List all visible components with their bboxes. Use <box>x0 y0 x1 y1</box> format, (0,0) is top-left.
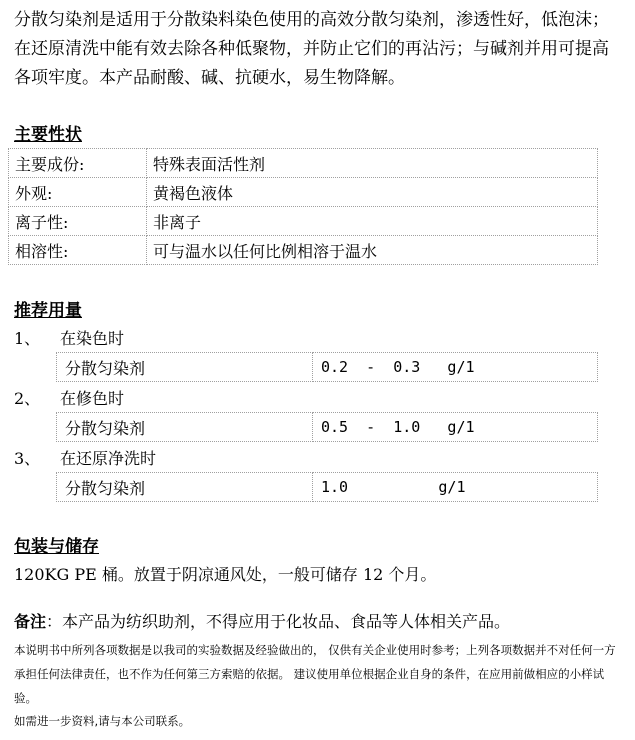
dosage-table <box>56 352 598 382</box>
table-row <box>9 149 598 178</box>
disclaimer-text: 本说明书中所列各项数据是以我司的实验数据及经验做出的， 仅供有关企业使用时参考；上列各项数据并不对任何一方承担任何法律责任，也不作为任何第三方索赔的依据。 建议使用单位根据企业自身的条件，在应用前做相应的小样试验。 <box>14 643 616 705</box>
dosage-value: 0.2 - 0.3 g/1 <box>313 353 598 382</box>
note-text: ：本产品为纺织助剂，不得应用于化妆品、食品等人体相关产品。 <box>46 612 511 631</box>
property-value: 可与温水以任何比例相溶于温水 <box>147 236 598 265</box>
dosage-step-label <box>14 388 124 410</box>
agent-name: 分散匀染剂 <box>57 353 313 382</box>
property-value: 黄褐色液体 <box>147 178 598 207</box>
dosage-step-label <box>14 448 156 470</box>
properties-table <box>8 148 598 265</box>
intro-paragraph: 分散匀染剂是适用于分散染料染色使用的高效分散匀染剂，渗透性好，低泡沫； 在还原清洗中能有效去除各种低聚物，并防止它们的再沾污；与碱剂并用可提高各项牢度。本产品耐酸、碱、抗硬水，易生物降解。 <box>14 10 609 88</box>
table-row <box>9 178 598 207</box>
property-key: 离子性: <box>9 207 147 236</box>
dosage-step-label <box>14 328 124 350</box>
dosage-value: 1.0 g/1 <box>313 473 598 502</box>
note-label: 备注 <box>14 612 47 631</box>
property-key: 外观: <box>9 178 147 207</box>
property-value: 特殊表面活性剂 <box>147 149 598 178</box>
step-title: 在修色时 <box>60 389 125 408</box>
table-row <box>9 207 598 236</box>
property-key: 相溶性: <box>9 236 147 265</box>
dosage-value: 0.5 - 1.0 g/1 <box>313 413 598 442</box>
step-number: 1、 <box>14 329 41 348</box>
step-number: 2、 <box>14 389 41 408</box>
dosage-heading: 推荐用量 <box>14 301 82 321</box>
properties-heading: 主要性状 <box>14 125 82 145</box>
dosage-table <box>56 412 598 442</box>
note-line <box>14 610 510 634</box>
agent-name: 分散匀染剂 <box>57 413 313 442</box>
packaging-text: 120KG PE 桶。放置于阴凉通风处，一般可储存 12 个月。 <box>14 565 437 584</box>
step-number: 3、 <box>14 449 41 468</box>
packaging-heading: 包装与储存 <box>14 537 99 557</box>
agent-name: 分散匀染剂 <box>57 473 313 502</box>
step-title: 在染色时 <box>60 329 125 348</box>
contact-text: 如需进一步资料,请与本公司联系。 <box>14 714 191 728</box>
dosage-table <box>56 472 598 502</box>
table-row <box>57 413 598 442</box>
property-key: 主要成份: <box>9 149 147 178</box>
table-row <box>57 473 598 502</box>
step-title: 在还原净洗时 <box>60 449 157 468</box>
property-value: 非离子 <box>147 207 598 236</box>
table-row <box>57 353 598 382</box>
table-row <box>9 236 598 265</box>
